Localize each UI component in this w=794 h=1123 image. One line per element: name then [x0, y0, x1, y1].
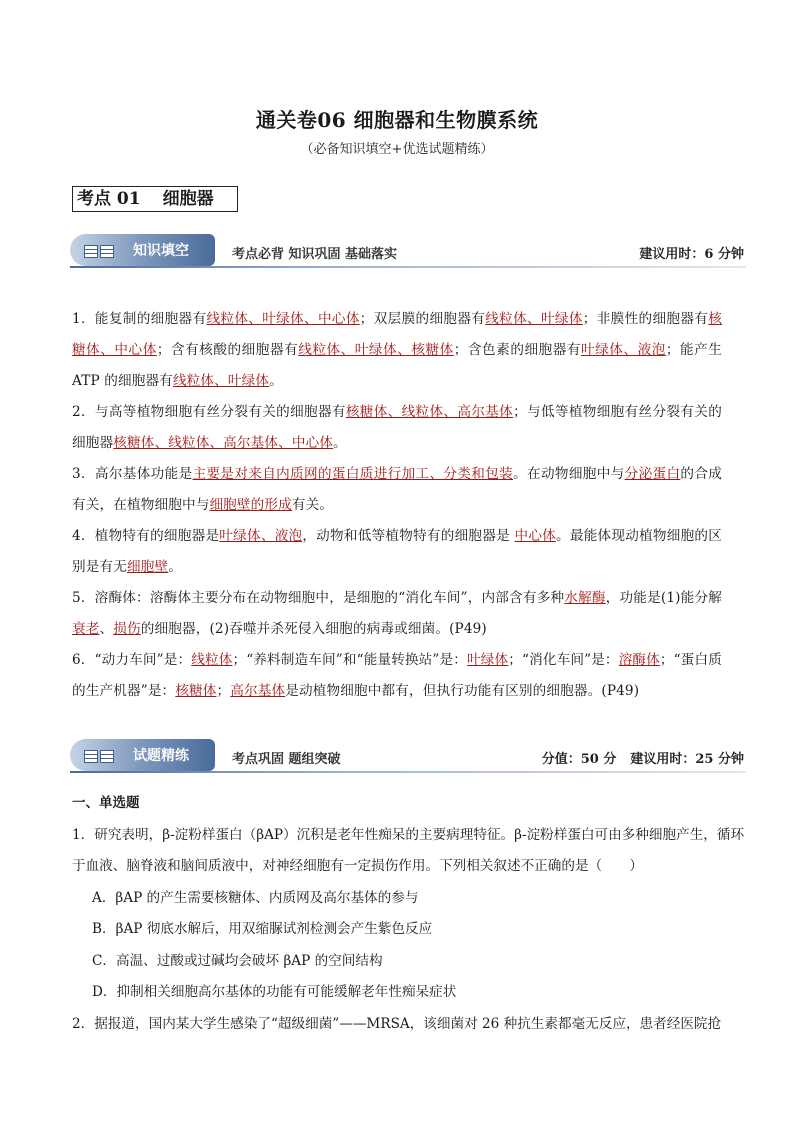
suggested-time: 建议用时：6 分钟: [639, 247, 744, 262]
option-c: C．高温、过酸或过碱均会破坏 βAP 的空间结构: [92, 952, 383, 969]
section-heading: [72, 186, 238, 212]
item-text: 1．能复制的细胞器有: [72, 311, 207, 327]
item-text: 的合成有关，在植物细胞中与: [72, 466, 723, 513]
item-text: 有关。: [291, 497, 334, 513]
answer-blank: 叶绿体、液泡: [219, 528, 303, 544]
item-text: 。在动物细胞中与: [513, 466, 625, 482]
item-text: ；“消化车间”是：: [508, 652, 619, 668]
item-text: ；: [216, 683, 231, 699]
option-b: B．βAP 彻底水解后，用双缩脲试剂检测会产生紫色反应: [92, 921, 433, 937]
section-number: 考点 01: [77, 189, 141, 209]
item-text: ；与低等植物细胞有丝分裂有关的细胞器: [72, 404, 722, 451]
knowledge-item: [72, 583, 722, 645]
answer-blank: 细胞壁: [126, 559, 169, 575]
knowledge-banner: [70, 234, 746, 266]
practice-banner: [70, 739, 746, 771]
answer-blank: 细胞壁的形成: [209, 497, 292, 513]
item-text: 。: [333, 435, 347, 451]
section-name: 细胞器: [162, 189, 214, 209]
question-stem: 1．研究表明，β-淀粉样蛋白（βAP）沉积是老年性痴呆的主要病理特征。β-淀粉样蛋白可由多种细胞产生，循环于血液、脑脊液和脑间质液中，对神经细胞有一定损伤作用。下列相关叙述不正确的是（ ）: [72, 826, 745, 874]
item-text: ，动物和低等植物特有的细胞器是: [302, 528, 515, 544]
question-stem: 2．据报道，国内某大学生感染了“超级细菌”——MRSA，该细菌对 26 种抗生素都毫无反应，患者经医院抢: [72, 1015, 722, 1032]
knowledge-item: [72, 521, 722, 583]
banner-underline: [70, 266, 746, 268]
answer-blank: 高尔基体: [230, 683, 286, 699]
answer-blank: 线粒体、叶绿体、核糖体: [298, 342, 454, 358]
answer-blank: 分泌蛋白: [624, 466, 681, 482]
item-text: 的细胞器，(2)吞噬并杀死侵入细胞的病毒或细菌。(P49): [140, 621, 487, 637]
answer-blank: 叶绿体: [467, 652, 509, 668]
item-text: 。: [269, 373, 283, 389]
item-text: 、: [99, 621, 114, 637]
item-text: 4．植物特有的细胞器是: [72, 528, 220, 544]
item-text: 3．高尔基体功能是: [72, 466, 193, 482]
banner-slogan: 考点必背 知识巩固 基础落实: [232, 247, 398, 262]
item-text: ；“蛋白质的生产机器”是：: [72, 652, 722, 699]
item-text: ，功能是(1)能分解: [605, 590, 722, 606]
total-score: 分值：50 分: [541, 752, 617, 767]
item-text: 5．溶酶体：溶酶体主要分布在动物细胞中，是细胞的“消化车间”，内部含有多种: [72, 590, 565, 606]
banner-slogan: 考点巩固 题组突破: [232, 752, 341, 767]
question-section: [72, 788, 746, 1040]
document-subtitle: （必备知识填空+优选试题精练）: [300, 142, 494, 157]
answer-blank: 核糖体: [175, 683, 217, 699]
item-text: ；非膜性的细胞器有: [582, 311, 709, 327]
answer-blank: 主要是对来自内质网的蛋白质进行加工、分类和包装: [192, 466, 514, 482]
answer-blank: 核糖体、线粒体、高尔基体、中心体: [113, 435, 334, 451]
option-d: D．抑制相关细胞高尔基体的功能有可能缓解老年性痴呆症状: [92, 984, 457, 1000]
item-text: ；含色素的细胞器有: [453, 342, 582, 358]
option-a: A．βAP 的产生需要核糖体、内质网及高尔基体的参与: [92, 889, 419, 906]
knowledge-item: [72, 645, 722, 707]
answer-blank: 线粒体: [191, 652, 233, 668]
answer-blank: 线粒体、叶绿体: [172, 373, 270, 389]
item-text: 。最能体现动植物细胞的区别是有无: [72, 528, 723, 575]
answer-blank: 中心体: [514, 528, 557, 544]
knowledge-item: [72, 397, 722, 459]
item-text: 2．与高等植物细胞有丝分裂有关的细胞器有: [72, 404, 346, 420]
item-text: 6．“动力车间”是：: [72, 652, 192, 668]
score-and-time: [542, 748, 744, 767]
suggested-time: 建议用时：25 分钟: [630, 752, 744, 767]
item-text: 是动植物细胞中都有，但执行功能有区别的细胞器。(P49): [285, 683, 640, 699]
document-title: 通关卷06 细胞器和生物膜系统: [255, 108, 539, 132]
knowledge-item: [72, 304, 722, 397]
book-icon: [84, 748, 118, 763]
item-text: 。: [168, 559, 182, 575]
item-text: ；含有核酸的细胞器有: [156, 342, 299, 358]
banner-underline: [70, 771, 746, 773]
answer-blank: 水解酶: [564, 590, 606, 606]
book-icon: [84, 243, 118, 258]
banner-label: 试题精练: [133, 748, 189, 764]
answer-blank: 溶酶体: [618, 652, 660, 668]
answer-blank: 线粒体、叶绿体: [485, 311, 583, 327]
item-text: ；“养料制造车间”和“能量转换站”是：: [232, 652, 468, 668]
question-type-heading: 一、单选题: [72, 795, 140, 811]
answer-blank: 损伤: [113, 621, 141, 637]
answer-blank: 核糖体、线粒体、高尔基体: [345, 404, 514, 420]
knowledge-item: [72, 459, 722, 521]
banner-label: 知识填空: [133, 243, 189, 259]
item-text: ；双层膜的细胞器有: [359, 311, 486, 327]
item-text: ；能产生 ATP 的细胞器有: [72, 342, 723, 389]
banner-pill: [70, 234, 215, 266]
answer-blank: 线粒体、叶绿体、中心体: [206, 311, 360, 327]
answer-blank: 叶绿体、液泡: [581, 342, 666, 358]
banner-pill: [70, 739, 215, 771]
answer-blank: 核糖体、中心体: [72, 311, 722, 358]
answer-blank: 衰老: [72, 621, 100, 637]
